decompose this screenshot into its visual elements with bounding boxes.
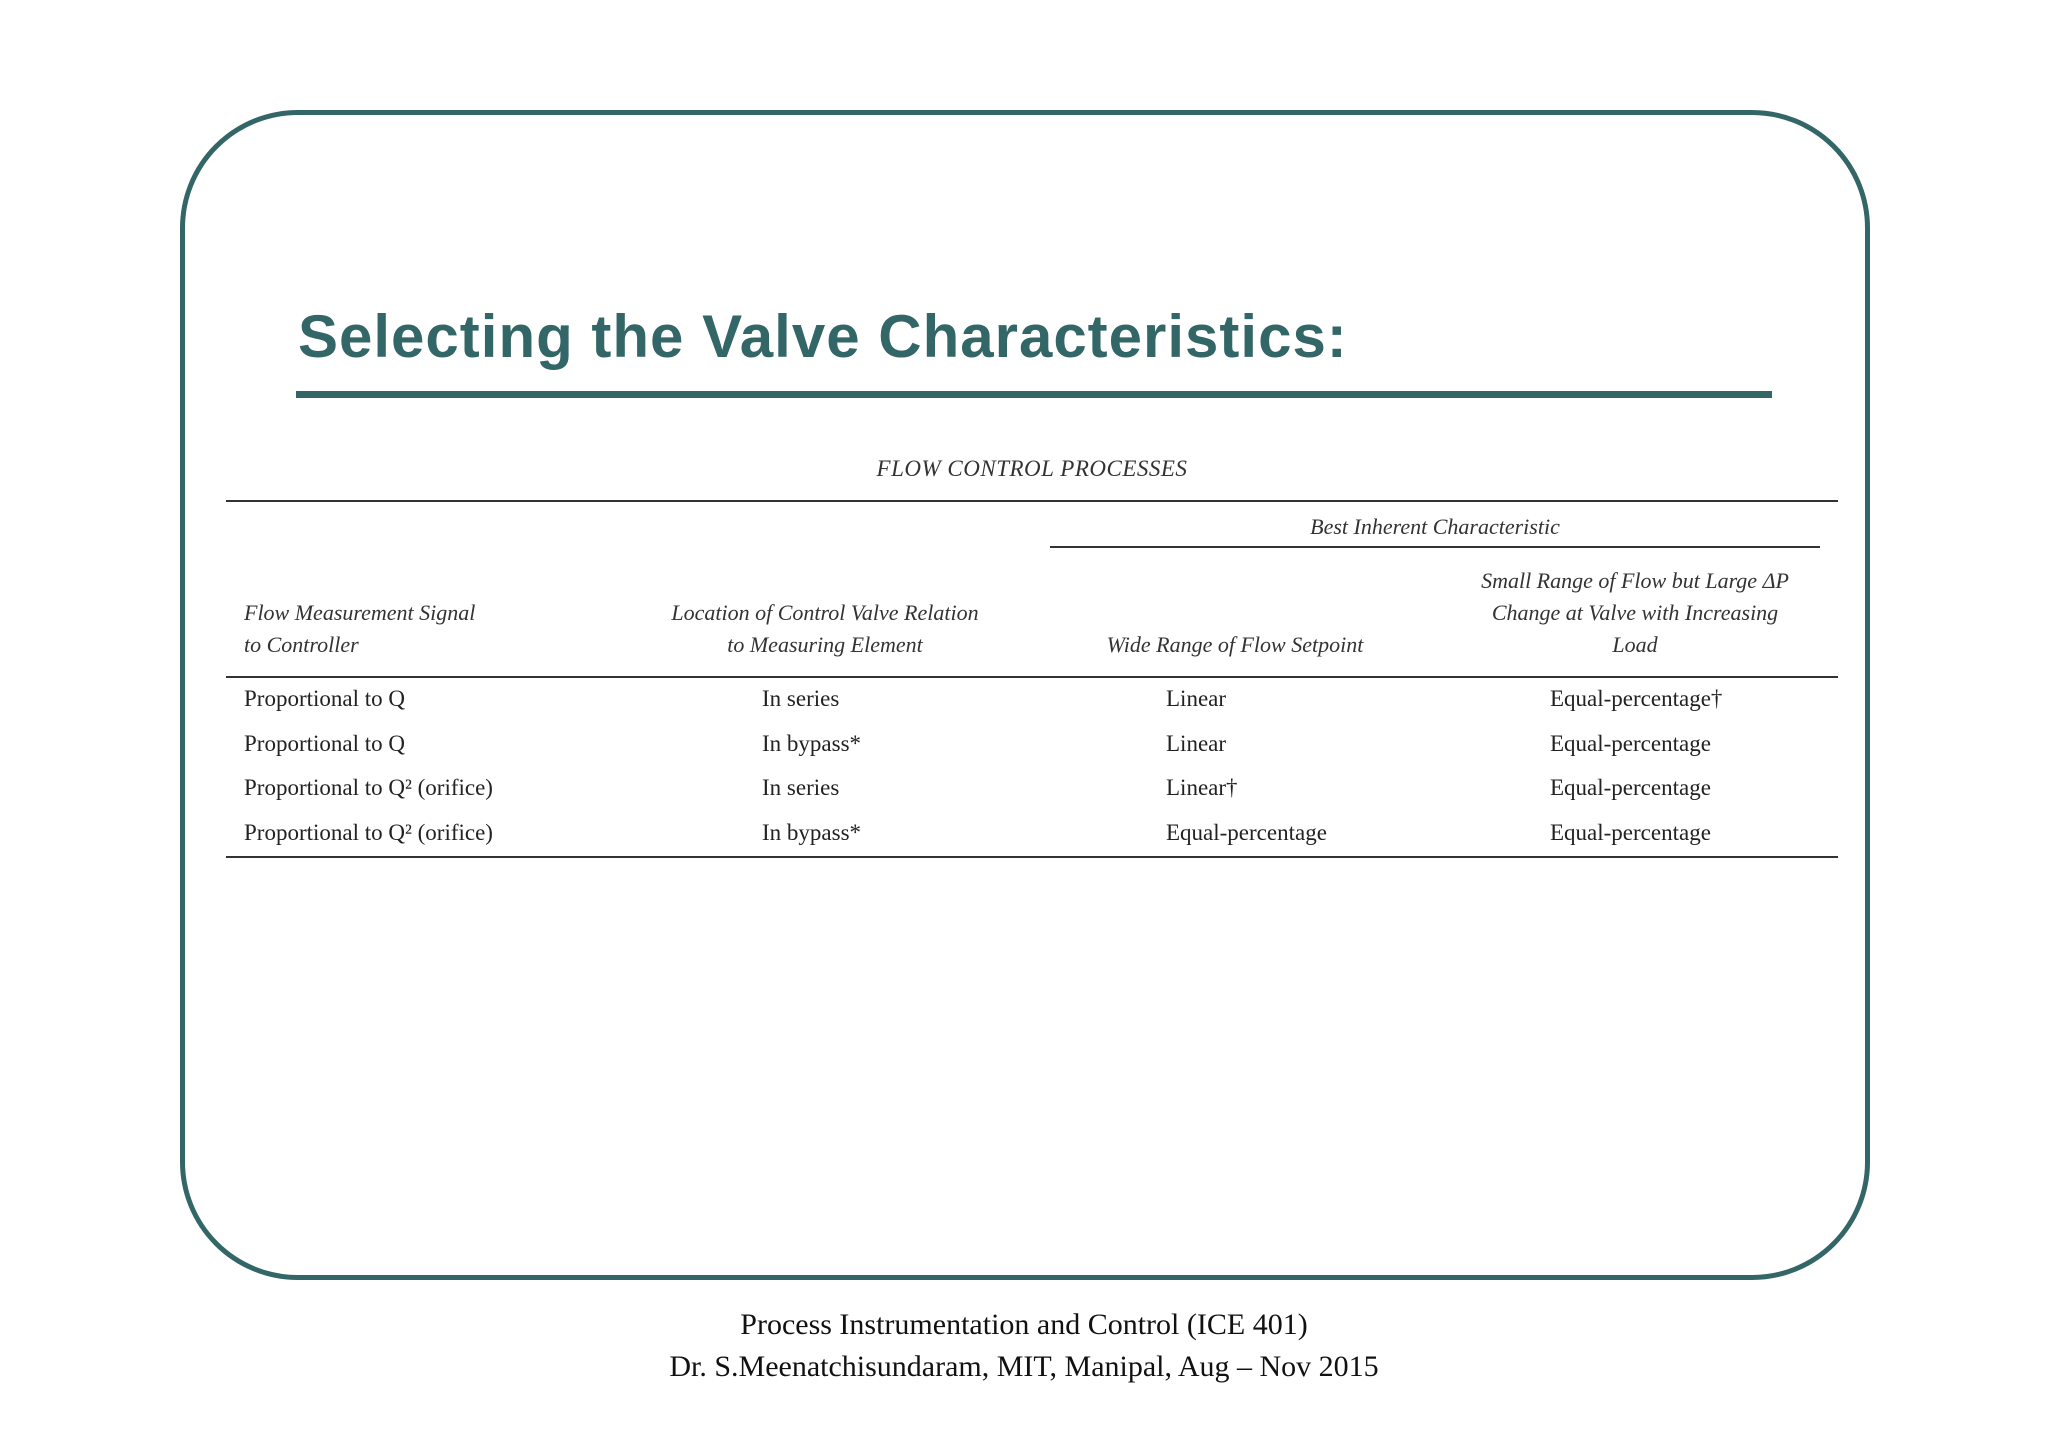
table-body — [226, 680, 1838, 858]
cell-small-range: Equal-percentage† — [1550, 686, 1723, 711]
table-row — [226, 814, 1838, 859]
column-header-line: to Measuring Element — [727, 632, 923, 657]
column-header-line: Change at Valve with Increasing — [1491, 600, 1779, 625]
cell-small-range: Equal-percentage — [1550, 775, 1711, 800]
cell-flow-signal: Proportional to Q — [244, 730, 405, 756]
cell-flow-signal: Proportional to Q — [244, 686, 405, 711]
footer-course: Process Instrumentation and Control (ICE 401) — [740, 1308, 1308, 1341]
table-row — [226, 725, 1838, 770]
cell-small-range: Equal-percentage — [1550, 819, 1711, 845]
table-caption: FLOW CONTROL PROCESSES — [876, 456, 1188, 481]
column-header-line: Small Range of Flow but Large ΔP — [1481, 568, 1789, 593]
column-header-wide-range — [1060, 629, 1410, 661]
title-underline — [296, 391, 1772, 398]
column-header-flow-signal — [244, 597, 604, 661]
slide-title: Selecting the Valve Characteristics: — [298, 303, 1348, 370]
table-row — [226, 769, 1838, 814]
group-header-rule — [1050, 546, 1820, 548]
cell-valve-location: In bypass* — [762, 819, 862, 845]
table-top-rule — [226, 500, 1838, 502]
footer-author: Dr. S.Meenatchisundaram, MIT, Manipal, Aug – Nov 2015 — [669, 1350, 1379, 1383]
table-header-rule — [226, 676, 1838, 678]
cell-wide-range: Linear — [1166, 730, 1227, 756]
column-header-line: Location of Control Valve Relation — [671, 600, 979, 625]
table-row — [226, 680, 1838, 725]
cell-wide-range: Linear — [1166, 686, 1227, 711]
cell-wide-range: Linear† — [1166, 775, 1238, 800]
cell-valve-location: In bypass* — [762, 730, 862, 756]
cell-small-range: Equal-percentage — [1550, 730, 1711, 756]
column-header-line: to Controller — [244, 632, 359, 657]
cell-flow-signal: Proportional to Q² (orifice) — [244, 819, 493, 845]
cell-flow-signal: Proportional to Q² (orifice) — [244, 775, 493, 800]
column-header-line: Wide Range of Flow Setpoint — [1106, 632, 1364, 657]
cell-wide-range: Equal-percentage — [1166, 819, 1327, 845]
cell-valve-location: In series — [762, 686, 840, 711]
table-bottom-rule — [226, 856, 1838, 858]
column-header-small-range — [1440, 565, 1830, 661]
column-header-line: Load — [1612, 632, 1658, 657]
group-header: Best Inherent Characteristic — [1310, 514, 1560, 539]
column-header-line: Flow Measurement Signal — [244, 600, 476, 625]
cell-valve-location: In series — [762, 775, 840, 800]
column-header-valve-location — [630, 597, 1020, 661]
